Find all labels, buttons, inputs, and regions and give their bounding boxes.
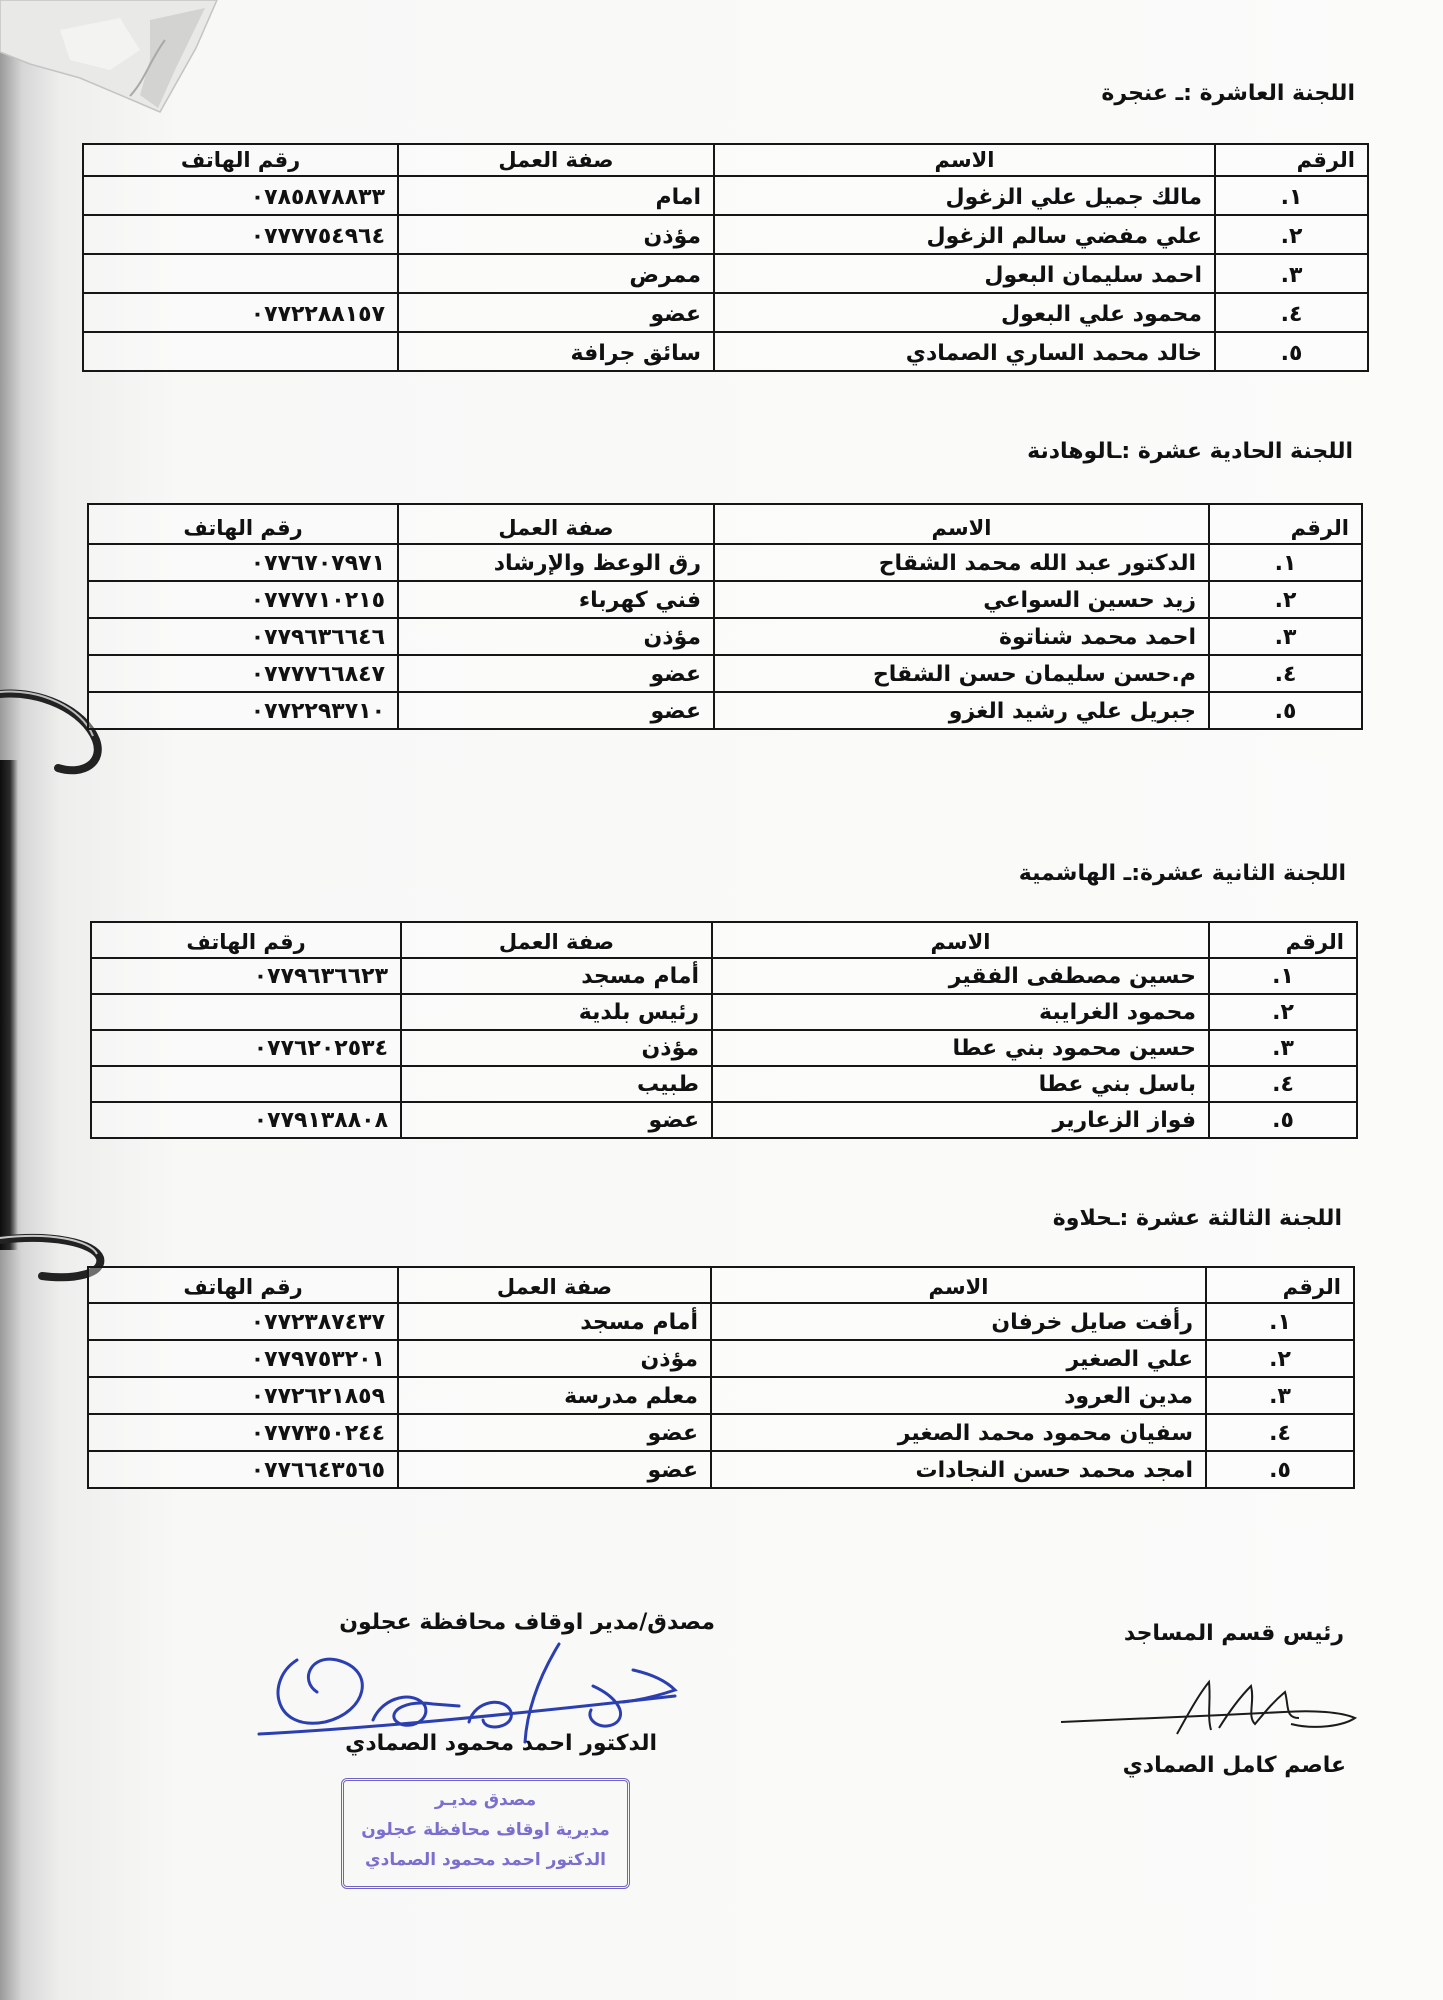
member-job: طبيب: [401, 1066, 712, 1102]
member-phone: ٠٧٧٧٧١٠٢١٥: [88, 581, 398, 618]
member-name: محمود علي البعول: [714, 293, 1215, 332]
table-row: [91, 1030, 1357, 1066]
row-number: ٣.: [1209, 1030, 1357, 1066]
table-row: [83, 215, 1368, 254]
member-name: مالك جميل علي الزغول: [714, 176, 1215, 215]
row-number: ٤.: [1209, 1066, 1357, 1102]
mosques-head-name: عاصم كامل الصمادي: [1122, 1753, 1346, 1778]
member-job: عضو: [398, 655, 714, 692]
committee-title: اللجنة الثانية عشرة:ـ الهاشمية: [1018, 861, 1346, 886]
table-row: [83, 332, 1368, 371]
table-row: [88, 1377, 1354, 1414]
member-job: مؤذن: [401, 1030, 712, 1066]
header-number: الرقم: [1209, 922, 1357, 958]
header-number: الرقم: [1209, 504, 1362, 544]
member-job: رئيس بلدية: [401, 994, 712, 1030]
table-row: [91, 994, 1357, 1030]
row-number: ٢.: [1215, 215, 1368, 254]
member-job: رق الوعظ والإرشاد: [398, 544, 714, 581]
row-number: ٤.: [1215, 293, 1368, 332]
member-phone: ٠٧٧٦٧٠٧٩٧١: [88, 544, 398, 581]
official-stamp: [341, 1778, 630, 1889]
row-number: ٢.: [1209, 994, 1357, 1030]
endowments-director-title: مصدق/مدير اوقاف محافظة عجلون: [339, 1610, 715, 1635]
header-name: الاسم: [711, 1267, 1206, 1303]
member-job: مؤذن: [398, 1340, 711, 1377]
member-name: احمد سليمان البعول: [714, 254, 1215, 293]
member-name: احمد محمد شناتوة: [714, 618, 1209, 655]
stamp-line-2: مديرية اوقاف محافظة عجلون: [361, 1820, 610, 1840]
member-phone: ٠٧٧٦٦٤٣٥٦٥: [88, 1451, 398, 1488]
member-name: زيد حسين السواعي: [714, 581, 1209, 618]
header-job: صفة العمل: [398, 144, 714, 176]
member-phone: ٠٧٧٧٧٥٤٩٦٤: [83, 215, 398, 254]
row-number: ١.: [1215, 176, 1368, 215]
member-job: أمام مسجد: [398, 1303, 711, 1340]
row-number: ٤.: [1206, 1414, 1354, 1451]
header-phone: رقم الهاتف: [88, 504, 398, 544]
row-number: ٥.: [1209, 1102, 1357, 1138]
header-phone: رقم الهاتف: [88, 1267, 398, 1303]
member-name: محمود الغرايبة: [712, 994, 1209, 1030]
table-header-row: [83, 144, 1368, 176]
table-row: [88, 1414, 1354, 1451]
member-job: مؤذن: [398, 215, 714, 254]
member-name: سفيان محمود محمد الصغير: [711, 1414, 1206, 1451]
member-phone: ٠٧٧٩٦٣٦٦٢٣: [91, 958, 401, 994]
member-name: باسل بني عطا: [712, 1066, 1209, 1102]
member-job: عضو: [398, 1451, 711, 1488]
member-job: فني كهرباء: [398, 581, 714, 618]
member-name: حسين مصطفى الفقير: [712, 958, 1209, 994]
row-number: ٣.: [1215, 254, 1368, 293]
committee-table: [90, 921, 1358, 1139]
member-phone: [83, 332, 398, 371]
header-number: الرقم: [1215, 144, 1368, 176]
member-phone: ٠٧٧٩٧٥٣٢٠١: [88, 1340, 398, 1377]
member-phone: ٠٧٧٦٢٠٢٥٣٤: [91, 1030, 401, 1066]
header-job: صفة العمل: [398, 1267, 711, 1303]
table-row: [88, 655, 1362, 692]
row-number: ١.: [1209, 958, 1357, 994]
table-row: [91, 1102, 1357, 1138]
member-job: عضو: [398, 1414, 711, 1451]
table-row: [88, 544, 1362, 581]
committee-title: اللجنة الحادية عشرة :ـالوهادنة: [1027, 439, 1353, 464]
member-phone: [91, 994, 401, 1030]
member-name: حسين محمود بني عطا: [712, 1030, 1209, 1066]
member-phone: ٠٧٧٢٢٨٨١٥٧: [83, 293, 398, 332]
table-row: [91, 1066, 1357, 1102]
paper-curl: [0, 0, 220, 130]
member-phone: ٠٧٧٧٧٦٦٨٤٧: [88, 655, 398, 692]
member-phone: ٠٧٧٢٢٩٣٧١٠: [88, 692, 398, 729]
member-job: ممرض: [398, 254, 714, 293]
table-row: [88, 1451, 1354, 1488]
table-row: [88, 1340, 1354, 1377]
member-phone: ٠٧٧٩٦٣٦٦٤٦: [88, 618, 398, 655]
member-name: خالد محمد الساري الصمادي: [714, 332, 1215, 371]
row-number: ٣.: [1206, 1377, 1354, 1414]
committee-table: [87, 1266, 1355, 1489]
header-name: الاسم: [714, 144, 1215, 176]
member-phone: ٠٧٧٩١٣٨٨٠٨: [91, 1102, 401, 1138]
member-name: رأفت صايل خرفان: [711, 1303, 1206, 1340]
member-name: م.حسن سليمان حسن الشقاح: [714, 655, 1209, 692]
handwritten-signature-right: [1059, 1672, 1359, 1742]
member-name: الدكتور عبد الله محمد الشقاح: [714, 544, 1209, 581]
endowments-director-name: الدكتور احمد محمود الصمادي: [345, 1731, 657, 1756]
member-job: عضو: [398, 692, 714, 729]
member-phone: ٠٧٨٥٨٧٨٨٣٣: [83, 176, 398, 215]
table-row: [83, 176, 1368, 215]
header-phone: رقم الهاتف: [91, 922, 401, 958]
stamp-line-1: مصدق مديـر: [434, 1790, 537, 1810]
table-row: [83, 293, 1368, 332]
stamp-line-3: الدكتور احمد محمود الصمادي: [365, 1850, 606, 1870]
row-number: ٢.: [1206, 1340, 1354, 1377]
member-job: مؤذن: [398, 618, 714, 655]
member-phone: ٠٧٧٢٦٢١٨٥٩: [88, 1377, 398, 1414]
committee-table: [87, 503, 1363, 730]
member-job: عضو: [401, 1102, 712, 1138]
table-row: [88, 692, 1362, 729]
header-job: صفة العمل: [401, 922, 712, 958]
row-number: ٤.: [1209, 655, 1362, 692]
mosques-head-title: رئيس قسم المساجد: [1123, 1621, 1344, 1646]
table-header-row: [91, 922, 1357, 958]
header-job: صفة العمل: [398, 504, 714, 544]
committee-title: اللجنة العاشرة :ـ عنجرة: [1101, 81, 1355, 106]
table-row: [88, 1303, 1354, 1340]
member-phone: ٠٧٧٢٣٨٧٤٣٧: [88, 1303, 398, 1340]
binder-spine: [0, 760, 18, 1250]
row-number: ٣.: [1209, 618, 1362, 655]
header-name: الاسم: [714, 504, 1209, 544]
row-number: ٢.: [1209, 581, 1362, 618]
table-row: [91, 958, 1357, 994]
table-header-row: [88, 1267, 1354, 1303]
member-phone: [83, 254, 398, 293]
header-name: الاسم: [712, 922, 1209, 958]
row-number: ١.: [1206, 1303, 1354, 1340]
member-name: علي مفضي سالم الزغول: [714, 215, 1215, 254]
row-number: ١.: [1209, 544, 1362, 581]
table-row: [83, 254, 1368, 293]
member-phone: [91, 1066, 401, 1102]
member-name: امجد محمد حسن النجادات: [711, 1451, 1206, 1488]
member-name: جبريل علي رشيد الغزو: [714, 692, 1209, 729]
row-number: ٥.: [1209, 692, 1362, 729]
row-number: ٥.: [1206, 1451, 1354, 1488]
table-row: [88, 618, 1362, 655]
member-job: امام: [398, 176, 714, 215]
member-job: عضو: [398, 293, 714, 332]
committee-title: اللجنة الثالثة عشرة :ـحلاوة: [1052, 1206, 1342, 1231]
table-header-row: [88, 504, 1362, 544]
member-job: أمام مسجد: [401, 958, 712, 994]
member-name: مدين العرود: [711, 1377, 1206, 1414]
table-row: [88, 581, 1362, 618]
member-phone: ٠٧٧٧٣٥٠٢٤٤: [88, 1414, 398, 1451]
header-phone: رقم الهاتف: [83, 144, 398, 176]
member-name: علي الصغير: [711, 1340, 1206, 1377]
member-name: فواز الزعارير: [712, 1102, 1209, 1138]
committee-table: [82, 143, 1369, 372]
member-job: سائق جرافة: [398, 332, 714, 371]
header-number: الرقم: [1206, 1267, 1354, 1303]
row-number: ٥.: [1215, 332, 1368, 371]
member-job: معلم مدرسة: [398, 1377, 711, 1414]
